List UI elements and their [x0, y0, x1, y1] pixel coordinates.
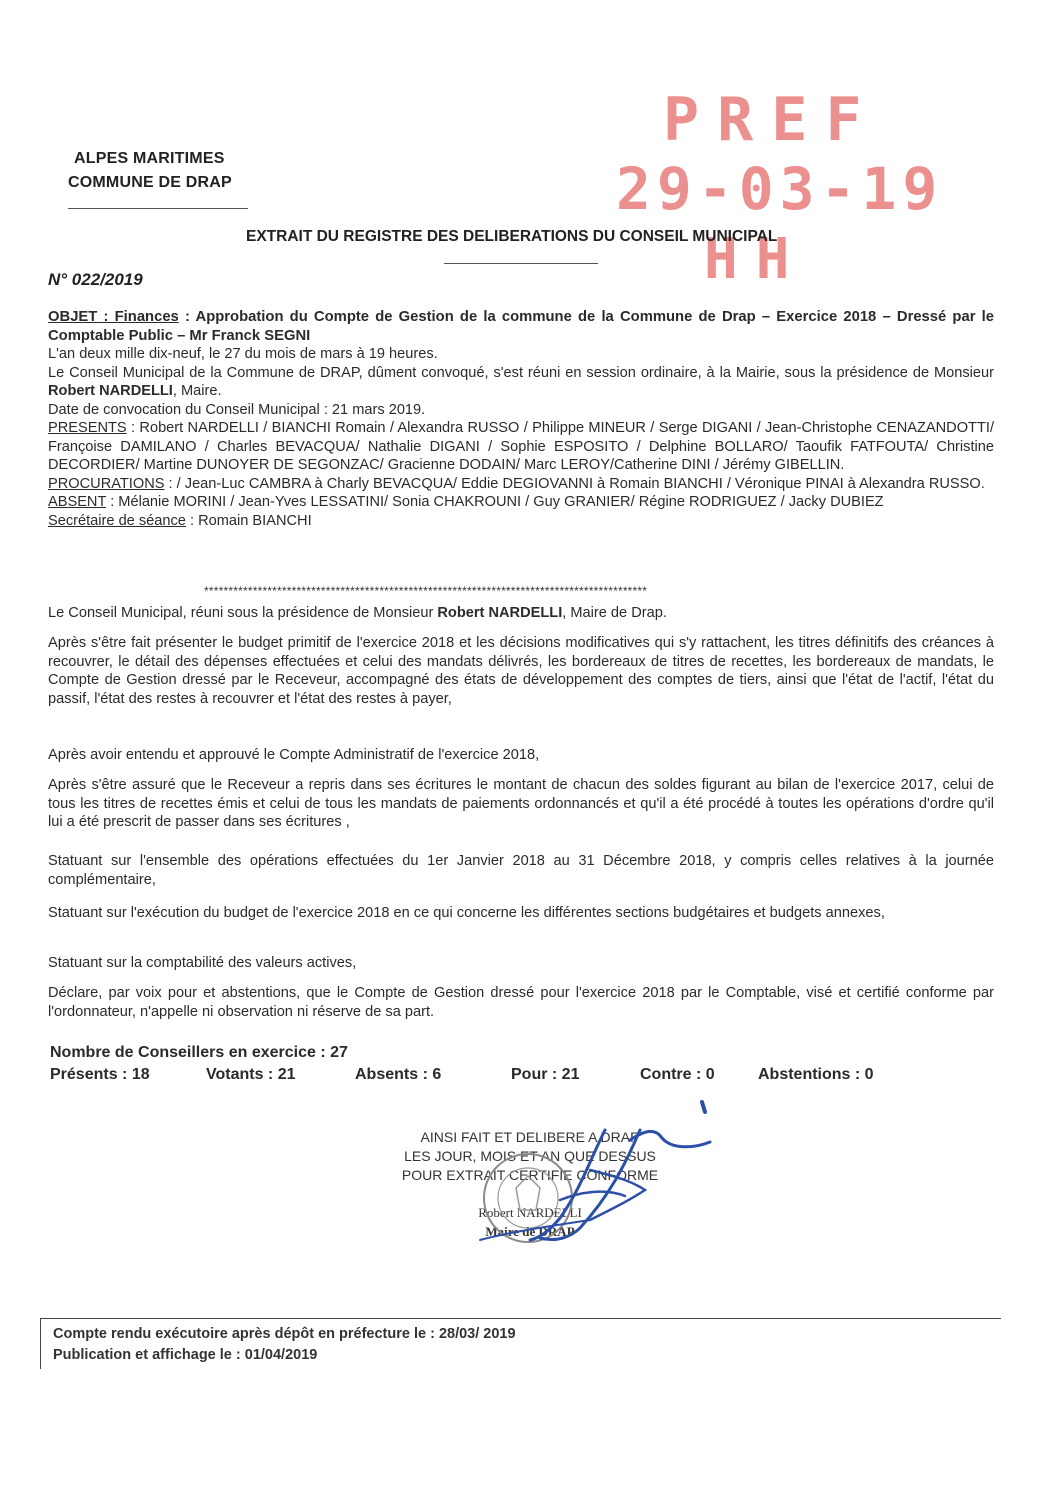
contre-count: Contre : 0	[640, 1066, 715, 1083]
secretary-text: : Romain BIANCHI	[185, 512, 312, 529]
deliberation-header-block	[48, 308, 994, 530]
session-date: L'an deux mille dix-neuf, le 27 du mois de mars à 19 heures.	[48, 346, 438, 362]
title-divider	[444, 263, 598, 264]
absents-count: Absents : 6	[355, 1066, 442, 1083]
convocation-line	[48, 364, 994, 401]
p1-text-a: Le Conseil Municipal, réuni sous la présidence de Monsieur	[48, 605, 438, 621]
presents-text: : Robert NARDELLI / BIANCHI Romain / Alexandra RUSSO / Philippe MINEUR / Serge DIGANI / Jean-Christophe CENAZANDOTTI/ Françoise DAMILANO / Charles BEVACQUA/ Nathalie DIGANI / Sophie ESPOSITO / Delphine BOLLARO/ Taoufik FATFOUTA/ Christine DECORDIER/ Martine DUNOYER DE SEGONZAC/ Gracienne DODAIN/ Marc LEROY/Catherine DINI / Jérémy GIBELLIN.	[48, 420, 994, 473]
register-title: EXTRAIT DU REGISTRE DES DELIBERATIONS DU CONSEIL MUNICIPAL	[246, 228, 778, 245]
signature-line-3: POUR EXTRAIT CERTIFIE CONFORME	[401, 1167, 659, 1183]
signature-line-2: LES JOUR, MOIS ET AN QUE DESSUS	[404, 1148, 656, 1164]
convocation-text-b: , Maire.	[172, 383, 222, 399]
footer-box	[40, 1318, 1001, 1369]
prefecture-stamp-line1: PREF	[663, 85, 880, 155]
paragraph-presidence	[48, 604, 994, 623]
prefecture-stamp-initials: HH	[704, 227, 808, 292]
paragraph-compte-administratif: Après avoir entendu et approuvé le Compte Administratif de l'exercice 2018,	[48, 747, 540, 763]
secretary-label: Secrétaire de séance	[48, 512, 186, 529]
commune-heading: COMMUNE DE DRAP	[68, 174, 232, 191]
paragraph-operations: Statuant sur l'ensemble des opérations effectuées du 1er Janvier 2018 au 31 Décembre 2018, y compris celles relatives à la journée complémentaire,	[48, 853, 994, 888]
procurations-text: : / Jean-Luc CAMBRA à Charly BEVACQUA/ Eddie DEGIOVANNI à Romain BIANCHI / Véronique PINAI à Alexandra RUSSO.	[164, 475, 985, 492]
procurations-label: PROCURATIONS	[48, 475, 165, 492]
header-divider	[68, 208, 248, 209]
signature-line-1: AINSI FAIT ET DELIBERE A DRAP	[420, 1129, 640, 1145]
votants-count: Votants : 21	[206, 1066, 296, 1083]
mayor-role: Maire de DRAP	[485, 1224, 575, 1239]
paragraph-budget: Après s'être fait présenter le budget primitif de l'exercice 2018 et les décisions modificatives qui s'y rattachent, les titres définitifs des créances à recouvrer, le détail des dépenses effectuées et celui des mandats délivrés, les bordereaux de titres de recettes, les bordereaux de mandats, le Compte de Gestion dressé par le Receveur, accompagné des états de développement des comptes de tiers, ainsi que l'état de l'actif, l'état du passif, l'état des restes à recouvrer et l'état des restes à payer,	[48, 635, 994, 707]
p1-text-b: , Maire de Drap.	[562, 605, 667, 621]
object-text: : Approbation du Compte de Gestion de la commune de la Commune de Drap – Exercice 2018 – Dressé par le Comptable Public – Mr Franck SEGNI	[48, 309, 994, 344]
presents-count: Présents : 18	[50, 1066, 150, 1083]
absent-label: ABSENT	[48, 494, 107, 510]
presents-list	[48, 419, 994, 475]
procurations-list	[48, 475, 994, 494]
object-line	[48, 308, 994, 345]
pour-count: Pour : 21	[511, 1066, 580, 1083]
prefecture-stamp-date: 29-03-19	[616, 155, 944, 223]
paragraph-execution: Statuant sur l'exécution du budget de l'exercice 2018 en ce qui concerne les différentes sections budgétaires et budgets annexes,	[48, 905, 885, 921]
paragraph-declaration: Déclare, par voix pour et abstentions, que le Compte de Gestion dressé pour l'exercice 2018 par le Comptable, visé et certifié conforme par l'ordonnateur, n'appelle ni observation ni réserve de sa part.	[48, 985, 994, 1020]
handwritten-signature-icon	[440, 1100, 730, 1250]
conseillers-count: Nombre de Conseillers en exercice : 27	[50, 1044, 348, 1061]
p1-president-name: Robert NARDELLI	[437, 605, 563, 621]
presents-label: PRESENTS	[48, 420, 127, 436]
absent-text: : Mélanie MORINI / Jean-Yves LESSATINI/ Sonia CHAKROUNI / Guy GRANIER/ Régine RODRIGUEZ / Jacky DUBIEZ	[106, 494, 884, 510]
abstentions-count: Abstentions : 0	[758, 1066, 874, 1083]
footer-executoire: Compte rendu exécutoire après dépôt en préfecture le : 28/03/ 2019	[53, 1326, 516, 1342]
footer-publication: Publication et affichage le : 01/04/2019	[53, 1347, 318, 1363]
paragraph-receveur: Après s'être assuré que le Receveur a repris dans ses écritures le montant de chacun des soldes figurant au bilan de l'exercice 2017, celui de tous les titres de recettes émis et celui de tous les mandats de paiements ordonnancés et qu'il a été procédé à toutes les opérations d'ordre qu'il lui a été prescrit de passer dans ses écritures ,	[48, 777, 994, 830]
asterisk-separator: *******************************************************************************************	[204, 584, 648, 598]
object-label: OBJET : Finances	[48, 309, 179, 325]
president-name: Robert NARDELLI	[48, 383, 173, 399]
secretary-line	[48, 512, 994, 531]
absent-list	[48, 493, 994, 512]
convocation-text-a: Le Conseil Municipal de la Commune de DRAP, dûment convoqué, s'est réuni en session ordinaire, à la Mairie, sous la présidence de Monsieur	[48, 364, 994, 381]
convocation-date: Date de convocation du Conseil Municipal : 21 mars 2019.	[48, 401, 426, 418]
paragraph-valeurs: Statuant sur la comptabilité des valeurs actives,	[48, 955, 357, 971]
department-heading: ALPES MARITIMES	[74, 150, 225, 167]
mayor-name: Robert NARDELLI	[478, 1205, 582, 1220]
deliberation-number: N° 022/2019	[48, 270, 143, 289]
